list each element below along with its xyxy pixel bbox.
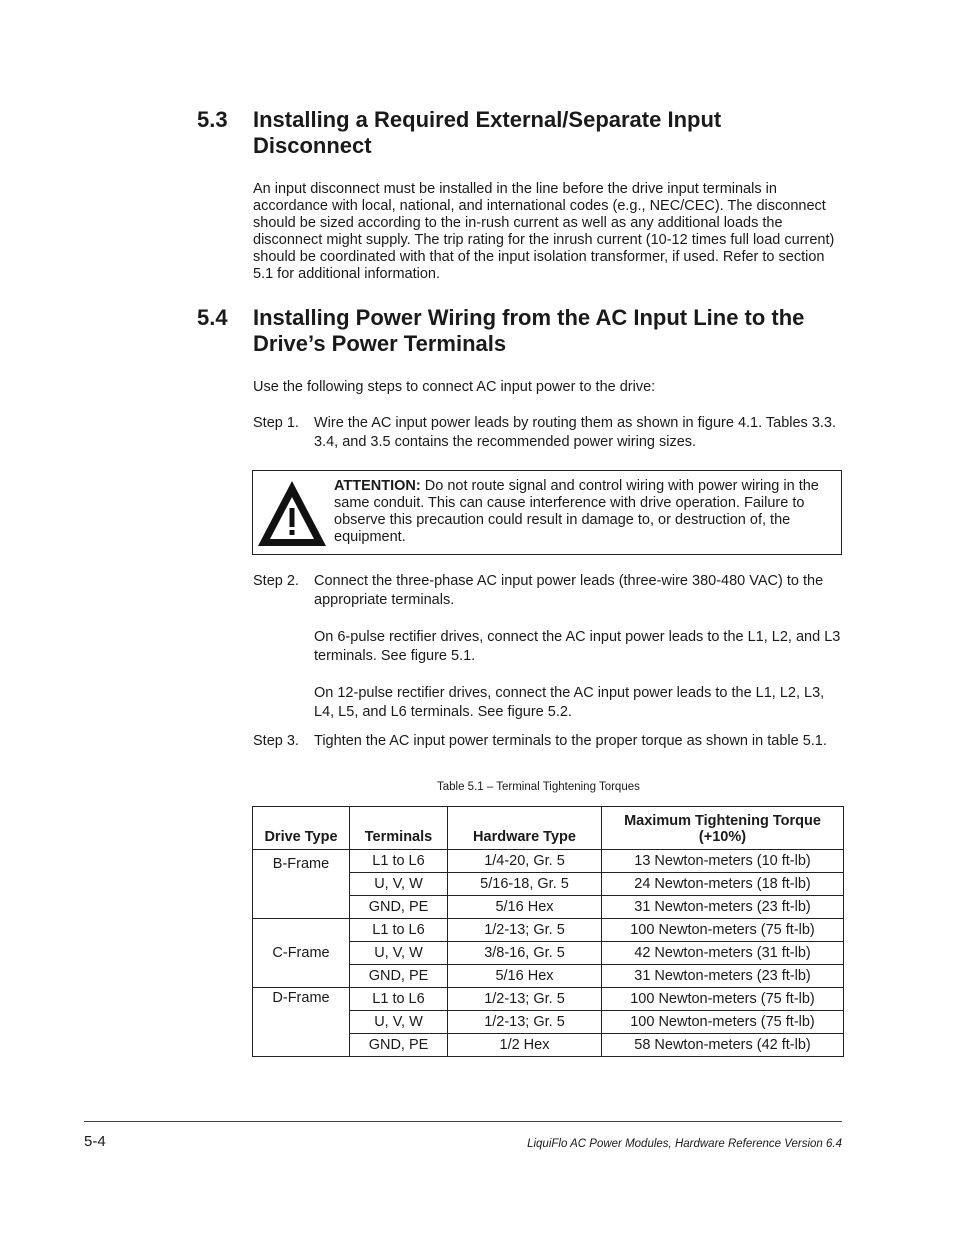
step-3-label: Step 3. [253, 733, 299, 749]
table-caption: Table 5.1 – Terminal Tightening Torques [437, 781, 640, 793]
terminals-cell: GND, PE [350, 1034, 448, 1057]
hardware-cell: 1/2 Hex [448, 1034, 602, 1057]
terminals-cell: GND, PE [350, 965, 448, 988]
footer-divider [84, 1121, 842, 1122]
hardware-cell: 5/16 Hex [448, 965, 602, 988]
torque-cell: 31 Newton-meters (23 ft-lb) [602, 896, 844, 919]
step-1-label: Step 1. [253, 415, 299, 431]
hardware-cell: 1/2-13; Gr. 5 [448, 988, 602, 1011]
torque-cell: 31 Newton-meters (23 ft-lb) [602, 965, 844, 988]
hardware-cell: 5/16-18, Gr. 5 [448, 873, 602, 896]
hardware-cell: 5/16 Hex [448, 896, 602, 919]
torque-cell: 13 Newton-meters (10 ft-lb) [602, 850, 844, 873]
torque-cell: 58 Newton-meters (42 ft-lb) [602, 1034, 844, 1057]
hardware-cell: 1/2-13; Gr. 5 [448, 1011, 602, 1034]
section-5-3-heading: Installing a Required External/Separate Input Disconnect [253, 107, 722, 158]
terminal-torque-table [252, 806, 844, 1057]
torque-cell: 100 Newton-meters (75 ft-lb) [602, 919, 844, 942]
header-terminals: Terminals [350, 807, 448, 850]
drive-type-cell: B-Frame [253, 850, 350, 919]
table-row [253, 919, 844, 942]
terminals-cell: L1 to L6 [350, 988, 448, 1011]
page-number: 5-4 [84, 1133, 106, 1150]
attention-text [334, 478, 824, 546]
drive-type-cell: C-Frame [253, 919, 350, 988]
header-drive-type: Drive Type [253, 807, 350, 850]
header-torque-tolerance: (+10%) [698, 829, 747, 845]
attention-message: Do not route signal and control wiring with power wiring in the same conduit. This can cause interference with drive operation. Failure to observe this precaution could result in damage to, or destruction of, the equipment. [334, 478, 819, 545]
attention-box [252, 470, 842, 555]
terminals-cell: U, V, W [350, 942, 448, 965]
warning-triangle-icon [256, 479, 328, 549]
step-2-label: Step 2. [253, 573, 299, 589]
terminals-cell: GND, PE [350, 896, 448, 919]
table-row [253, 988, 844, 1011]
step-3-text: Tighten the AC input power terminals to the proper torque as shown in table 5.1. [314, 733, 827, 749]
hardware-cell: 1/2-13; Gr. 5 [448, 919, 602, 942]
torque-cell: 100 Newton-meters (75 ft-lb) [602, 988, 844, 1011]
section-5-3-number: 5.3 [197, 107, 228, 132]
terminals-cell: L1 to L6 [350, 850, 448, 873]
terminals-cell: U, V, W [350, 1011, 448, 1034]
footer-doc-title: LiquiFlo AC Power Modules, Hardware Reference Version 6.4 [527, 1138, 842, 1150]
table-header-row [253, 807, 844, 850]
terminals-cell: L1 to L6 [350, 919, 448, 942]
step-2-text: Connect the three-phase AC input power leads (three-wire 380-480 VAC) to the appropriate terminals. [314, 573, 824, 608]
step-2-six-pulse-note: On 6-pulse rectifier drives, connect the AC input power leads to the L1, L2, and L3 terminals. See figure 5.1. [314, 629, 841, 664]
header-hardware-type: Hardware Type [448, 807, 602, 850]
header-max-torque [602, 807, 844, 850]
drive-type-cell: D-Frame [253, 988, 350, 1057]
attention-label: ATTENTION: [334, 478, 421, 494]
section-5-4-number: 5.4 [197, 305, 228, 330]
step-1-text: Wire the AC input power leads by routing them as shown in figure 4.1. Tables 3.3. 3.4, and 3.5 contains the recommended power wiring sizes. [314, 415, 837, 450]
torque-cell: 100 Newton-meters (75 ft-lb) [602, 1011, 844, 1034]
hardware-cell: 3/8-16, Gr. 5 [448, 942, 602, 965]
table-row [253, 850, 844, 873]
torque-cell: 24 Newton-meters (18 ft-lb) [602, 873, 844, 896]
section-5-3-body: An input disconnect must be installed in the line before the drive input terminals in accordance with local, national, and international codes (e.g., NEC/CEC). The disconnect should be sized according to the in-rush current as well as any additional loads the disconnect might supply. The trip rating for the inrush current (10-12 times full load current) should be coordinated with that of the input isolation transformer, if used. Refer to section 5.1 for additional information. [253, 181, 835, 282]
section-5-4-heading: Installing Power Wiring from the AC Input Line to the Drive’s Power Terminals [253, 305, 805, 356]
header-max-torque-label: Maximum Tightening Torque [624, 813, 821, 829]
step-2-twelve-pulse-note: On 12-pulse rectifier drives, connect the AC input power leads to the L1, L2, L3, L4, L5, and L6 terminals. See figure 5.2. [314, 685, 825, 720]
torque-cell: 42 Newton-meters (31 ft-lb) [602, 942, 844, 965]
hardware-cell: 1/4-20, Gr. 5 [448, 850, 602, 873]
terminals-cell: U, V, W [350, 873, 448, 896]
section-5-4-intro: Use the following steps to connect AC input power to the drive: [253, 379, 656, 395]
